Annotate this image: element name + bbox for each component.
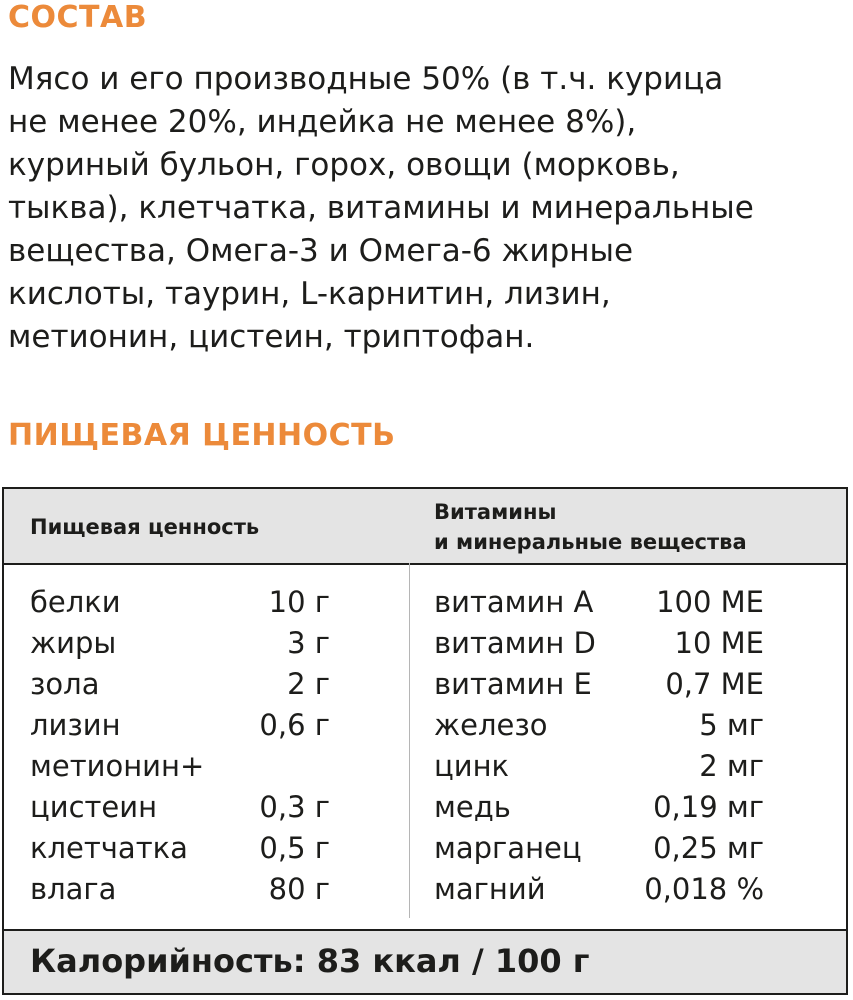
- nutrient-value: 10 г: [268, 585, 330, 619]
- vitamins-column-header: [434, 497, 747, 557]
- composition-heading: СОСТАВ: [8, 0, 148, 35]
- nutrient-name: белки: [30, 585, 121, 619]
- column-divider: [409, 563, 410, 918]
- vitamin-name: цинк: [434, 749, 510, 783]
- vitamin-value: 10 МЕ: [674, 626, 764, 660]
- table-row: [434, 746, 834, 787]
- table-row: [30, 705, 330, 746]
- composition-line: тыква), клетчатка, витамины и минеральные: [8, 190, 754, 226]
- table-row: [30, 787, 330, 828]
- nutrient-name: жиры: [30, 626, 117, 660]
- nutrient-name: влага: [30, 872, 117, 906]
- vitamin-value: 2 мг: [699, 749, 764, 783]
- nutrient-name: метионин+: [30, 749, 205, 783]
- composition-line: не менее 20%, индейка не менее 8%),: [8, 104, 637, 140]
- table-row: [434, 623, 834, 664]
- composition-line: вещества, Омега-3 и Омега-6 жирные: [8, 233, 634, 269]
- vitamin-name: железо: [434, 708, 548, 742]
- vitamin-value: 0,7 МЕ: [665, 667, 764, 701]
- nutrient-value: 0,5 г: [259, 831, 330, 865]
- nutrient-value: 0,6 г: [259, 708, 330, 742]
- vitamin-name: витамин D: [434, 626, 596, 660]
- nutrients-column-header: Пищевая ценность: [30, 515, 260, 539]
- table-header: [4, 489, 846, 565]
- table-row: [30, 828, 330, 869]
- nutrient-value: 80 г: [268, 872, 330, 906]
- nutrients-list: [30, 582, 330, 910]
- table-row: [30, 746, 330, 787]
- table-row: [434, 582, 834, 623]
- calories-footer: [4, 929, 846, 993]
- table-row: [30, 582, 330, 623]
- nutrient-value: 3 г: [287, 626, 330, 660]
- vitamin-value: 0,018 %: [644, 872, 764, 906]
- vitamins-header-line2: и минеральные вещества: [434, 530, 747, 554]
- nutrition-heading: ПИЩЕВАЯ ЦЕННОСТЬ: [8, 418, 396, 453]
- composition-line: куриный бульон, горох, овощи (морковь,: [8, 147, 680, 183]
- table-row: [30, 869, 330, 910]
- table-row: [30, 623, 330, 664]
- composition-line: кислоты, таурин, L-карнитин, лизин,: [8, 276, 611, 312]
- nutrient-name: лизин: [30, 708, 121, 742]
- table-row: [30, 664, 330, 705]
- nutrient-name: зола: [30, 667, 100, 701]
- nutrition-table: [2, 487, 848, 995]
- vitamins-header-line1: Витамины: [434, 500, 557, 524]
- calories-text: Калорийность: 83 ккал / 100 г: [30, 942, 590, 980]
- vitamin-value: 0,25 мг: [653, 831, 764, 865]
- vitamin-name: витамин Е: [434, 667, 592, 701]
- table-row: [434, 664, 834, 705]
- table-row: [434, 869, 834, 910]
- composition-line: метионин, цистеин, триптофан.: [8, 319, 535, 355]
- table-row: [434, 787, 834, 828]
- composition-text: [8, 58, 853, 359]
- table-row: [434, 705, 834, 746]
- vitamins-list: [434, 582, 834, 910]
- vitamin-name: витамин А: [434, 585, 594, 619]
- nutrient-value: 0,3 г: [259, 790, 330, 824]
- vitamin-name: магний: [434, 872, 546, 906]
- composition-line: Мясо и его производные 50% (в т.ч. курица: [8, 61, 724, 97]
- nutrient-name: цистеин: [30, 790, 158, 824]
- table-row: [434, 828, 834, 869]
- nutrient-value: 2 г: [287, 667, 330, 701]
- nutrient-name: клетчатка: [30, 831, 188, 865]
- vitamin-value: 0,19 мг: [653, 790, 764, 824]
- vitamin-name: медь: [434, 790, 511, 824]
- vitamin-value: 100 МЕ: [656, 585, 764, 619]
- vitamin-name: марганец: [434, 831, 582, 865]
- vitamin-value: 5 мг: [699, 708, 764, 742]
